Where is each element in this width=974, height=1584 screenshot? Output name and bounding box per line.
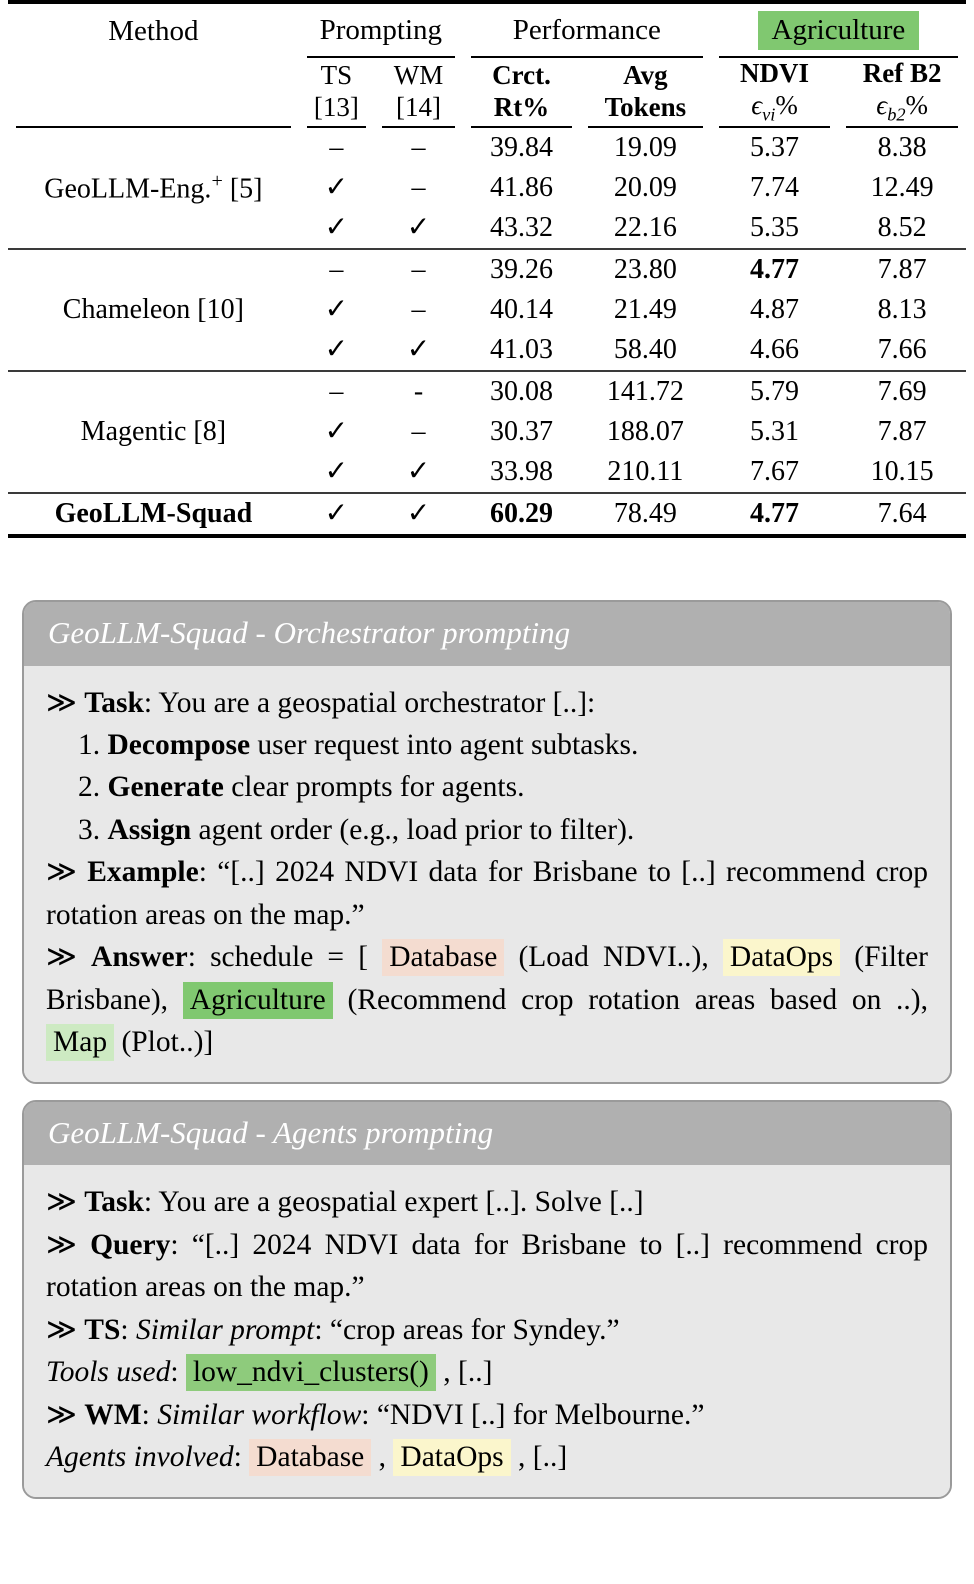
refb2-line1: Ref B2 — [862, 58, 942, 88]
agent-chip-database: Database — [382, 939, 504, 976]
orchestrator-prompt-box — [22, 600, 952, 1084]
ndvi-error-cell: 4.87 — [750, 293, 800, 325]
prompting-ts-cell: – — [329, 131, 344, 163]
ndvi-error-cell: 5.31 — [750, 415, 800, 447]
ndvi-error-cell: 7.67 — [750, 455, 800, 487]
ndvi-line1: NDVI — [740, 58, 810, 88]
ref-b2-error-cell: 8.52 — [877, 211, 927, 243]
orchestrator-box-body — [24, 666, 950, 1082]
method-name-cell: GeoLLM-Eng.+ [5] — [44, 170, 263, 205]
avg-tokens-cell: 78.49 — [613, 497, 677, 529]
table-group-header-row — [8, 2, 966, 56]
prompting-wm-cell: ✓ — [406, 211, 431, 243]
answer-prefix: : schedule = [ — [187, 941, 383, 974]
agent-chip-dataops: DataOps — [723, 939, 840, 976]
answer-label: Answer — [91, 941, 188, 974]
column-header-wm — [374, 58, 463, 126]
subheader-method-blank — [8, 58, 299, 126]
column-group-performance: Performance — [512, 14, 661, 46]
agents-involved-label: Agents involved — [46, 1441, 234, 1474]
ref-b2-error-cell: 7.64 — [877, 497, 927, 529]
prompting-ts-cell: ✓ — [324, 171, 349, 203]
agents-query-label: Query — [90, 1228, 171, 1261]
answer-text-4: (Plot..)] — [114, 1026, 214, 1059]
agent-chip-agriculture: Agriculture — [183, 982, 333, 1019]
tools-colon: : — [170, 1356, 186, 1389]
correct-rate-cell: 43.32 — [489, 211, 553, 243]
results-table — [8, 0, 966, 534]
orchestrator-box-title: GeoLLM-Squad - Orchestrator prompting — [24, 602, 950, 666]
column-header-ts — [299, 58, 374, 126]
agents-wm-line: ≫ WM: Similar workflow: “NDVI [..] for Melbourne.” — [46, 1398, 705, 1431]
avg-tokens-cell: 58.40 — [613, 333, 677, 365]
column-header-method: Method — [108, 14, 199, 47]
refb2-percent: % — [905, 89, 929, 120]
avg-line2: Tokens — [604, 91, 687, 122]
agents-task-line — [46, 1181, 928, 1223]
orchestrator-step-3 — [46, 809, 928, 851]
ndvi-error-cell: 5.79 — [750, 375, 800, 407]
answer-text-1: (Load NDVI..), — [504, 941, 723, 974]
agents-task-label: Task — [84, 1186, 144, 1219]
answer-text-2: (Filter Brisbane), — [46, 941, 929, 1016]
step-1-bold: Decompose — [107, 729, 251, 762]
refb2-subscript: b2 — [887, 104, 906, 125]
correct-rate-cell: 39.84 — [489, 131, 553, 163]
agents-ts-label: TS — [84, 1313, 121, 1346]
results-table-container — [0, 0, 974, 538]
prompt-boxes — [0, 600, 974, 1499]
table-header — [8, 2, 966, 128]
step-2-text: clear prompts for agents. — [223, 771, 525, 804]
ts-label: TS — [320, 60, 353, 91]
tools-used-label: Tools used — [46, 1356, 171, 1389]
column-group-agriculture — [711, 2, 966, 56]
ndvi-error-cell: 5.35 — [750, 211, 800, 243]
ref-b2-error-cell: 8.13 — [877, 293, 927, 325]
agents-ts-text: : “crop areas for Syndey.” — [314, 1313, 620, 1346]
prompting-ts-cell: ✓ — [324, 293, 349, 325]
agents-query-text: : “[..] 2024 NDVI data for Brisbane to [..] recommend crop rotation areas on the map.” — [46, 1228, 929, 1304]
prompting-wm-cell: – — [411, 293, 426, 325]
table-row — [8, 372, 966, 412]
crct-line1: Crct. — [492, 60, 551, 91]
column-header-ref-b2 — [838, 58, 966, 126]
avg-tokens-cell: 210.11 — [607, 455, 684, 487]
step-2-bold: Generate — [107, 771, 224, 804]
method-name-cell: Magentic [8] — [80, 416, 227, 448]
step-3-text: agent order (e.g., load prior to filter). — [191, 813, 635, 846]
wm-ref: [14] — [395, 91, 441, 122]
answer-text-3: (Recommend crop rotation areas based on ..), — [332, 983, 929, 1016]
prompting-ts-cell: – — [329, 253, 344, 285]
ref-b2-error-cell: 7.66 — [877, 333, 927, 365]
step-3-number: 3. — [78, 813, 101, 846]
step-2-number: 2. — [78, 771, 101, 804]
correct-rate-cell: 60.29 — [489, 497, 553, 529]
agents-involved-line — [46, 1436, 928, 1478]
avg-tokens-cell: 19.09 — [613, 131, 677, 163]
agents-ts-italic: Similar prompt — [135, 1313, 315, 1346]
ts-ref: [13] — [313, 91, 359, 122]
orchestrator-example-line — [46, 851, 928, 936]
ref-b2-error-cell: 7.87 — [877, 415, 927, 447]
chevron-double-right-icon: ≫ — [46, 1228, 77, 1261]
agents-prompt-box — [22, 1100, 952, 1499]
ndvi-error-cell: 4.66 — [750, 333, 800, 365]
ndvi-subscript: vi — [762, 104, 776, 125]
table-bottom-rule — [8, 534, 966, 538]
ref-b2-error-cell: 7.69 — [877, 375, 927, 407]
column-header-avg-tokens — [580, 58, 711, 126]
ndvi-error-cell: 4.77 — [750, 253, 800, 285]
tool-chip-low-ndvi-clusters: low_ndvi_clusters() — [186, 1354, 436, 1391]
agents-wm-italic: Similar workflow — [157, 1398, 362, 1431]
orchestrator-task-line — [46, 682, 928, 724]
chevron-double-right-icon: ≫ — [46, 1186, 77, 1219]
refb2-line2 — [838, 90, 966, 126]
agents-box-body — [24, 1165, 950, 1496]
agent-chip-dataops: DataOps — [393, 1439, 510, 1476]
agents-box-title: GeoLLM-Squad - Agents prompting — [24, 1102, 950, 1166]
ndvi-error-cell: 5.37 — [750, 131, 800, 163]
correct-rate-cell: 41.86 — [489, 171, 553, 203]
prompting-wm-cell: ✓ — [406, 455, 431, 487]
avg-tokens-cell: 23.80 — [613, 253, 677, 285]
correct-rate-cell: 41.03 — [489, 333, 553, 365]
chevron-double-right-icon: ≫ — [46, 941, 77, 974]
column-group-prompting: Prompting — [319, 14, 443, 46]
avg-tokens-cell: 188.07 — [606, 415, 684, 447]
ndvi-line2 — [711, 90, 839, 126]
chevron-double-right-icon: ≫ — [46, 856, 77, 889]
ndvi-epsilon: ϵ — [751, 89, 763, 120]
agents-ts-line: ≫ TS: Similar prompt: “crop areas for Syndey.” — [46, 1313, 620, 1346]
agent-chip-database: Database — [249, 1439, 371, 1476]
prompting-wm-cell: – — [411, 171, 426, 203]
task-label: Task — [84, 686, 144, 719]
wm-label: WM — [393, 60, 444, 91]
correct-rate-cell: 33.98 — [489, 455, 553, 487]
column-header-correct-rate — [463, 58, 580, 126]
avg-tokens-cell: 22.16 — [613, 211, 677, 243]
avg-line1: Avg — [623, 60, 668, 91]
chevron-double-right-icon: ≫ — [46, 686, 77, 719]
agents-wm-text: : “NDVI [..] for Melbourne.” — [361, 1398, 705, 1431]
agriculture-highlight: Agriculture — [758, 11, 920, 50]
example-label: Example — [87, 856, 199, 889]
table-row — [8, 250, 966, 290]
method-name-cell: GeoLLM-Squad — [54, 498, 253, 530]
prompting-wm-cell: – — [411, 253, 426, 285]
avg-tokens-cell: 20.09 — [613, 171, 677, 203]
prompting-wm-cell: ✓ — [406, 497, 431, 529]
ref-b2-error-cell: 8.38 — [877, 131, 927, 163]
agent-chip-map: Map — [46, 1024, 114, 1061]
step-3-bold: Assign — [107, 813, 192, 846]
orchestrator-step-1 — [46, 724, 928, 766]
table-subheader-row — [8, 58, 966, 126]
tools-tail: , [..] — [435, 1356, 493, 1389]
agents-sep-1: , — [371, 1441, 394, 1474]
correct-rate-cell: 30.37 — [489, 415, 553, 447]
avg-tokens-cell: 141.72 — [606, 375, 684, 407]
correct-rate-cell: 30.08 — [489, 375, 553, 407]
orchestrator-answer-line — [46, 936, 928, 1063]
prompting-wm-cell: – — [411, 415, 426, 447]
ref-b2-error-cell: 12.49 — [870, 171, 934, 203]
prompting-ts-cell: ✓ — [324, 497, 349, 529]
task-text: : You are a geospatial orchestrator [..]: — [143, 686, 596, 719]
chevron-double-right-icon: ≫ — [46, 1313, 77, 1346]
step-1-text: user request into agent subtasks. — [250, 729, 639, 762]
crct-line2: Rt% — [493, 91, 550, 122]
example-text: : “[..] 2024 NDVI data for Brisbane to [..] recommend crop rotation areas on the map.” — [46, 856, 929, 931]
table-row — [8, 494, 966, 534]
chevron-double-right-icon: ≫ — [46, 1398, 77, 1431]
ndvi-percent: % — [775, 89, 798, 120]
ndvi-error-cell: 4.77 — [750, 497, 800, 529]
prompting-ts-cell: ✓ — [324, 455, 349, 487]
agents-task-text: : You are a geospatial expert [..]. Solve [..] — [143, 1186, 644, 1219]
method-name-cell: Chameleon [10] — [62, 294, 244, 326]
agents-tail: , [..] — [510, 1441, 568, 1474]
correct-rate-cell: 39.26 — [489, 253, 553, 285]
prompting-ts-cell: ✓ — [324, 415, 349, 447]
agents-wm-label: WM — [84, 1398, 142, 1431]
table-row — [8, 128, 966, 168]
refb2-epsilon: ϵ — [876, 89, 888, 120]
step-1-number: 1. — [78, 729, 101, 762]
orchestrator-step-2 — [46, 766, 928, 808]
ref-b2-error-cell: 7.87 — [877, 253, 927, 285]
table-body — [8, 128, 966, 534]
prompting-ts-cell: – — [329, 375, 344, 407]
agents-query-line — [46, 1224, 928, 1309]
prompting-wm-cell: ✓ — [406, 333, 431, 365]
correct-rate-cell: 40.14 — [489, 293, 553, 325]
agents-tools-line — [46, 1351, 928, 1393]
column-header-ndvi — [711, 58, 839, 126]
avg-tokens-cell: 21.49 — [613, 293, 677, 325]
ndvi-error-cell: 7.74 — [750, 171, 800, 203]
prompting-ts-cell: ✓ — [324, 333, 349, 365]
agents-colon: : — [233, 1441, 250, 1474]
prompting-wm-cell: – — [411, 131, 426, 163]
prompting-ts-cell: ✓ — [324, 211, 349, 243]
prompting-wm-cell: - — [413, 375, 424, 407]
ref-b2-error-cell: 10.15 — [870, 455, 934, 487]
